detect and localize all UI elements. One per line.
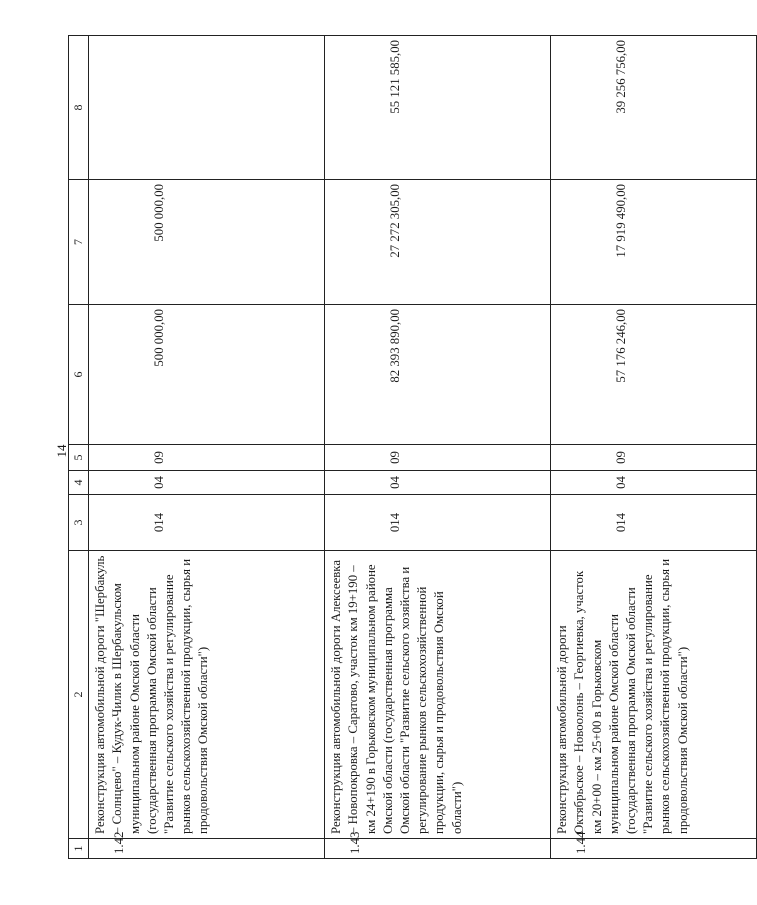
code-cell: 014 (89, 495, 325, 551)
table-row (89, 36, 325, 859)
budget-table (68, 35, 757, 859)
row-description: Реконструкция автомобильной дороги "Шербакуль – Солнцево" – Кудук-Чилик в Шербакульском муниципальном районе Омской области (государственная программа Омской области "Развитие сельского хозяйства и регулирование рынков сельскохозяйственной продукции, сырья и продовольствия Омской области") (89, 551, 325, 839)
row-description: Реконструкция автомобильной дороги Алексеевка – Новопокровка – Саратово, участок км 19+190 – км 24+190 в Горьковском муниципальном районе Омской области (государственная программа Омской области "Развитие сельского хозяйства и регулирование рынков сельскохозяйственной продукции, сырья и продовольствия Омской области") (325, 551, 551, 839)
code-cell: 014 (551, 495, 757, 551)
header-cell: 1 (69, 839, 89, 859)
header-cell: 4 (69, 471, 89, 495)
amount-cell: 27 272 305,00 (325, 180, 551, 305)
row-description: Реконструкция автомобильной дороги Октябрьское – Новоолонь – Георгиевка, участок км 20+00 – км 25+00 в Горьковском муниципальном районе Омской области (государственная программа Омской области "Развитие сельского хозяйства и регулирование рынков сельскохозяйственной продукции, сырья и продовольствия Омской области") (551, 551, 757, 839)
header-cell: 8 (69, 36, 89, 180)
code-cell: 04 (551, 471, 757, 495)
code-cell: 014 (325, 495, 551, 551)
code-cell: 09 (325, 445, 551, 471)
header-cell: 5 (69, 445, 89, 471)
amount-cell: 17 919 490,00 (551, 180, 757, 305)
amount-cell: 57 176 246,00 (551, 305, 757, 445)
amount-cell: 500 000,00 (89, 305, 325, 445)
code-cell: 09 (551, 445, 757, 471)
header-cell: 2 (69, 551, 89, 839)
amount-cell (89, 36, 325, 180)
page-number: 14 (54, 444, 69, 458)
amount-cell: 39 256 756,00 (551, 36, 757, 180)
amount-cell: 500 000,00 (89, 180, 325, 305)
table-row (551, 36, 757, 859)
amount-cell: 82 393 890,00 (325, 305, 551, 445)
code-cell: 09 (89, 445, 325, 471)
row-number: 1.44 (551, 839, 757, 859)
row-number: 1.42 (89, 839, 325, 859)
table-row (325, 36, 551, 859)
header-cell: 6 (69, 305, 89, 445)
table-header-row (69, 36, 89, 859)
amount-cell: 55 121 585,00 (325, 36, 551, 180)
header-cell: 7 (69, 180, 89, 305)
rotated-page (68, 36, 690, 859)
code-cell: 04 (89, 471, 325, 495)
row-number: 1.43 (325, 839, 551, 859)
code-cell: 04 (325, 471, 551, 495)
header-cell: 3 (69, 495, 89, 551)
